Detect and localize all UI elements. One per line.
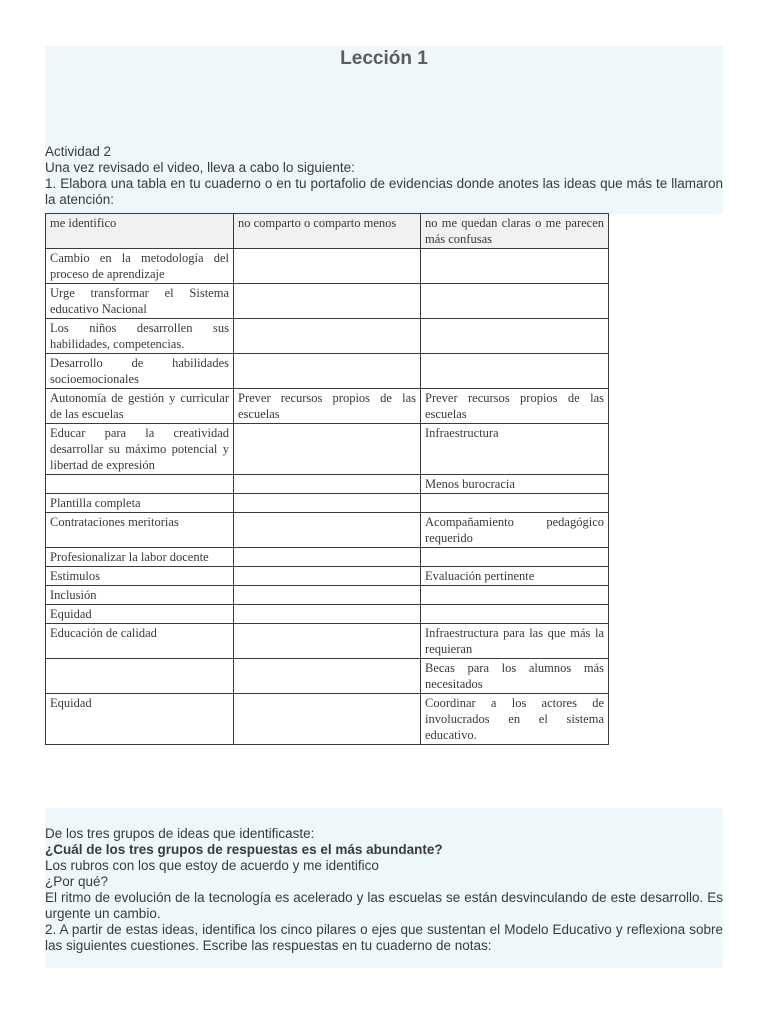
cell-disagree: [234, 475, 421, 494]
cell-disagree: [234, 319, 421, 354]
table-row: [46, 494, 609, 513]
table-row: [46, 249, 609, 284]
table-row: [46, 389, 609, 424]
cell-disagree: [234, 548, 421, 567]
cell-unclear: Infraestructura: [421, 424, 609, 475]
cell-disagree: [234, 694, 421, 745]
cell-identify: Equidad: [46, 605, 234, 624]
cell-unclear: Menos burocracia: [421, 475, 609, 494]
cell-disagree: [234, 659, 421, 694]
table-row: [46, 586, 609, 605]
why-question: ¿Por qué?: [45, 874, 109, 889]
answer-text: Los rubros con los que estoy de acuerdo y me identifico: [45, 858, 379, 873]
cell-identify: Profesionalizar la labor docente: [46, 548, 234, 567]
cell-identify: [46, 475, 234, 494]
cell-identify: Los niños desarrollen sus habilidades, competencias.: [46, 319, 234, 354]
table-row: [46, 513, 609, 548]
cell-unclear: [421, 354, 609, 389]
cell-identify: [46, 659, 234, 694]
cell-identify: Educar para la creatividad desarrollar su máximo potencial y libertad de expresión: [46, 424, 234, 475]
closing-section: [45, 826, 723, 954]
cell-disagree: [234, 284, 421, 319]
activity-instructions: [45, 144, 723, 208]
cell-unclear: [421, 494, 609, 513]
step-1-text: 1. Elabora una tabla en tu cuaderno o en tu portafolio de evidencias donde anotes las ideas que más te llamaron la atención:: [45, 176, 723, 207]
header-identify: me identifico: [46, 214, 234, 249]
cell-unclear: Infraestructura para las que más la requieran: [421, 624, 609, 659]
cell-unclear: Evaluación pertinente: [421, 567, 609, 586]
table-row: [46, 624, 609, 659]
cell-identify: Estimulos: [46, 567, 234, 586]
cell-identify: Plantilla completa: [46, 494, 234, 513]
cell-unclear: Acompañamiento pedagógico requerido: [421, 513, 609, 548]
cell-disagree: [234, 424, 421, 475]
cell-identify: Autonomía de gestión y curricular de las escuelas: [46, 389, 234, 424]
cell-unclear: Becas para los alumnos más necesitados: [421, 659, 609, 694]
cell-disagree: [234, 354, 421, 389]
table-row: [46, 354, 609, 389]
table-row: [46, 567, 609, 586]
cell-unclear: Prever recursos propios de las escuelas: [421, 389, 609, 424]
cell-unclear: [421, 605, 609, 624]
header-disagree: no comparto o comparto menos: [234, 214, 421, 249]
cell-disagree: [234, 567, 421, 586]
ideas-table: [45, 213, 609, 745]
question-text: ¿Cuál de los tres grupos de respuestas es el más abundante?: [45, 842, 443, 857]
cell-identify: Cambio en la metodología del proceso de aprendizaje: [46, 249, 234, 284]
cell-identify: Contrataciones meritorias: [46, 513, 234, 548]
cell-identify: Desarrollo de habilidades socioemocionales: [46, 354, 234, 389]
cell-unclear: [421, 284, 609, 319]
activity-heading: Actividad 2: [45, 144, 112, 159]
cell-disagree: [234, 513, 421, 548]
reason-text: El ritmo de evolución de la tecnología es acelerado y las escuelas se están desvinculando de este desarrollo. Es urgente un cambio.: [45, 890, 723, 921]
cell-identify: Urge transformar el Sistema educativo Nacional: [46, 284, 234, 319]
table-row: [46, 475, 609, 494]
table-row: [46, 605, 609, 624]
table-row: [46, 659, 609, 694]
header-unclear: no me quedan claras o me parecen más confusas: [421, 214, 609, 249]
table-body: [46, 249, 609, 745]
cell-disagree: [234, 586, 421, 605]
cell-identify: Educación de calidad: [46, 624, 234, 659]
step-2-text: 2. A partir de estas ideas, identifica los cinco pilares o ejes que sustentan el Modelo Educativo y reflexiona sobre las siguientes cuestiones. Escribe las respuestas en tu cuaderno de notas:: [45, 922, 723, 953]
cell-unclear: [421, 249, 609, 284]
cell-unclear: [421, 548, 609, 567]
cell-unclear: [421, 319, 609, 354]
cell-disagree: Prever recursos propios de las escuelas: [234, 389, 421, 424]
table-row: [46, 548, 609, 567]
cell-unclear: Coordinar a los actores de involucrados en el sistema educativo.: [421, 694, 609, 745]
cell-identify: Equidad: [46, 694, 234, 745]
table-row: [46, 284, 609, 319]
cell-unclear: [421, 586, 609, 605]
table-header-row: [46, 214, 609, 249]
groups-intro: De los tres grupos de ideas que identificaste:: [45, 826, 315, 841]
table-row: [46, 694, 609, 745]
activity-instruction: Una vez revisado el video, lleva a cabo lo siguiente:: [45, 160, 355, 175]
cell-disagree: [234, 249, 421, 284]
cell-disagree: [234, 494, 421, 513]
cell-identify: Inclusión: [46, 586, 234, 605]
page-title: Lección 1: [340, 48, 428, 69]
table-row: [46, 319, 609, 354]
cell-disagree: [234, 605, 421, 624]
cell-disagree: [234, 624, 421, 659]
table-row: [46, 424, 609, 475]
